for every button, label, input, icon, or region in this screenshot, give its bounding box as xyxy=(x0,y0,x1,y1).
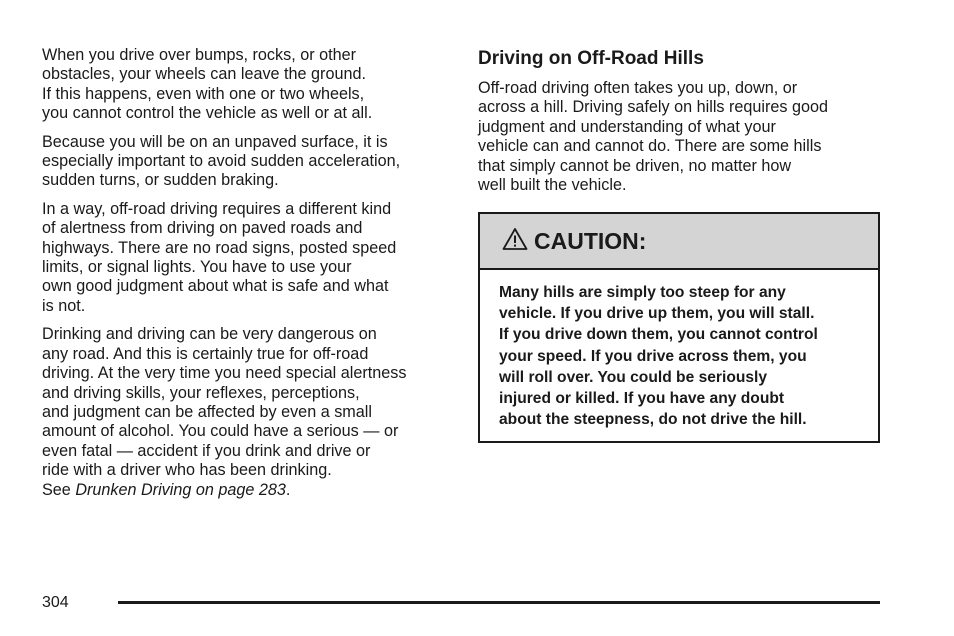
paragraph-alertness: In a way, off-road driving requires a different kind of alertness from driving on paved roads and highways. There are no road signs, posted speed limits, or signal lights. You have to use your own good judgment about what is safe and what is not. xyxy=(42,199,397,315)
see-reference xyxy=(42,481,452,500)
page-number: 304 xyxy=(42,594,69,611)
caution-box xyxy=(478,212,880,443)
caution-header xyxy=(480,214,878,270)
paragraph-hills: Off-road driving often takes you up, down, or across a hill. Driving safely on hills requires good judgment and understanding of what your vehicle can and cannot do. There are some hills that simply cannot be driven, no matter how well built the vehicle. xyxy=(478,79,828,195)
see-prefix: See xyxy=(42,480,76,499)
left-column xyxy=(42,46,452,509)
footer-rule xyxy=(118,601,880,604)
paragraph-unpaved-surface: Because you will be on an unpaved surface, it is especially important to avoid sudden acceleration, sudden turns, or sudden braking. xyxy=(42,132,401,190)
section-heading: Driving on Off-Road Hills xyxy=(478,48,704,69)
warning-triangle-icon xyxy=(502,227,528,256)
cross-reference-link[interactable]: Drunken Driving on page 283 xyxy=(75,480,286,499)
see-suffix: . xyxy=(285,480,291,499)
right-column xyxy=(478,46,880,204)
paragraph-drinking: Drinking and driving can be very dangerous on any road. And this is certainly true for off-road driving. At the very time you need special alertness and driving skills, your reflexes, perceptions, and judgment can be affected by even a small amount of alcohol. You could have a serious — or even fatal — accident if you drink and drive or ride with a driver who has been drinking. xyxy=(42,325,407,480)
caution-text: Many hills are simply too steep for any vehicle. If you drive up them, you will stall. If you drive down them, you cannot control your speed. If you drive across them, you will roll over. You could be seriously injured or killed. If you have any doubt about the steepness, do not drive the hill. xyxy=(499,284,818,429)
paragraph-bumps: When you drive over bumps, rocks, or other obstacles, your wheels can leave the ground. If this happens, even with one or two wheels, you cannot control the vehicle as well or at all. xyxy=(42,46,373,123)
caution-title: CAUTION: xyxy=(534,227,647,254)
